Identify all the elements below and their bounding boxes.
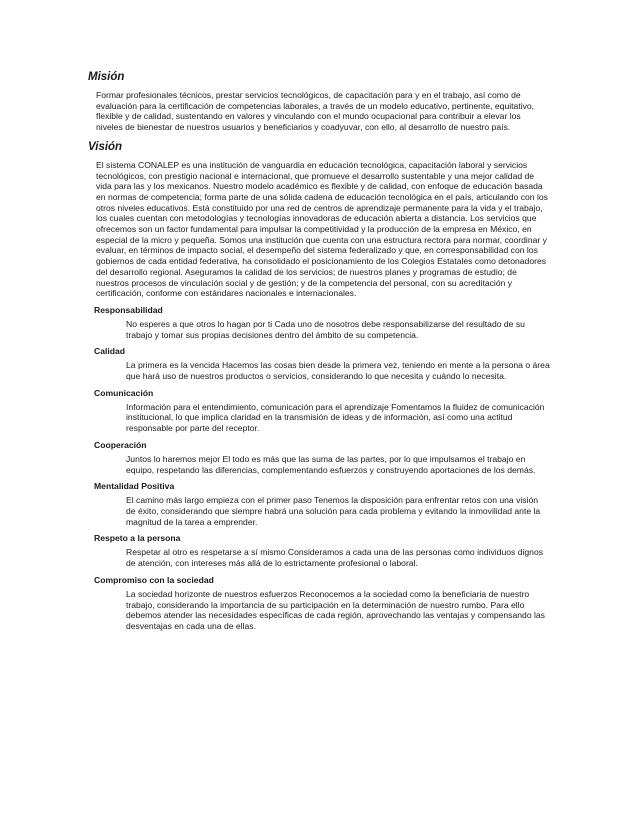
value-description: Juntos lo haremos mejor El todo es más que las suma de las partes, por lo que impulsamos el trabajo en equipo, respetando las diferencias, complementando esfuerzos y construyendo aportaciones de los demás.: [126, 453, 536, 475]
value-item-compromiso: [88, 575, 550, 632]
vision-section: [88, 140, 550, 299]
value-description: Respetar al otro es respetarse a sí mismo Consideramos a cada una de las personas como individuos dignos de atención, con intereses más allá de lo estrictamente profesional o laboral.: [126, 547, 544, 569]
value-item-responsabilidad: [88, 305, 550, 340]
value-description: Información para el entendimiento, comunicación para el aprendizaje Fomentamos la fluidez de comunicación institucional, lo que implica claridad en la transmisión de ideas y de información, así como una actitud responsable por parte del receptor.: [126, 401, 545, 434]
value-title: Calidad: [94, 346, 126, 357]
vision-heading: Visión: [88, 140, 123, 153]
value-description: La primera es la vencida Hacemos las cosas bien desde la primera vez, teniendo en mente a la persona o área que hará uso de nuestros productos o servicios, considerando lo que necesita y cuándo lo necesita.: [126, 360, 550, 382]
value-item-respeto: [88, 533, 550, 568]
value-description: La sociedad horizonte de nuestros esfuerzos Reconocemos a la sociedad como la beneficiaria de nuestro trabajo, considerando la importancia de su participación en la determinación de nuestro rumbo. Para ello debemos atender las necesidades específicas de cada región, aprovechando las ventajas y compensando las desventajas en cada una de ellas.: [126, 588, 545, 631]
mision-text: Formar profesionales técnicos, prestar servicios tecnológicos, de capacitación para y en el trabajo, así como de evaluación para la certificación de competencias laborales, a través de un modelo educativo, pertinente, equitativo, flexible y de calidad, sustentando en valores y vinculando con el mundo ocupacional para contribuir a elevar los niveles de bienestar de nuestros usuarios y beneficiarios y coadyuvar, con ello, al desarrollo de nuestro país.: [96, 90, 535, 133]
value-title: Compromiso con la sociedad: [94, 574, 214, 585]
value-title: Responsabilidad: [94, 304, 163, 315]
value-description: No esperes a que otros lo hagan por ti Cada uno de nosotros debe responsabilizarse del resultado de su trabajo y tomar sus propias decisiones dentro del ámbito de su competencia.: [126, 318, 525, 340]
mision-section: [88, 70, 550, 133]
mision-heading: Misión: [88, 71, 125, 83]
value-item-mentalidad-positiva: [88, 481, 550, 527]
value-title: Respeto a la persona: [94, 533, 181, 544]
value-title: Cooperación: [94, 439, 147, 450]
value-item-comunicacion: [88, 388, 550, 434]
value-description: El camino más largo empieza con el primer paso Tenemos la disposición para enfrentar retos con una visión de éxito, considerando que siempre habrá una solución para cada problema y evitando la inmovilidad ante la magnitud de la tarea a emprender.: [126, 495, 541, 527]
value-item-calidad: [88, 346, 550, 381]
value-item-cooperacion: [88, 440, 550, 475]
value-title: Comunicación: [94, 387, 154, 398]
vision-text: El sistema CONALEP es una institución de vanguardia en educación tecnológica, capacitación laboral y servicios tecnológicos, con prestigio nacional e internacional, que promueve el desarrollo sustentable y una mejor calidad de vida para las y los mexicanos. Nuestro modelo académico es flexible y de calidad, con enfoque de educación basada en normas de competencia; forma parte de una sólida cadena de educación tecnológica en el país, articulando con los otros niveles educativos. Está constituido por una red de centros de aprendizaje permanente para la vida y el trabajo, los cuales cuentan con metodologías y tecnologías innovadoras de educación abierta a distancia. Los servicios que ofrecemos son un factor fundamental para impulsar la competitividad y la producción de la empresa en México, en especial de la micro y pequeña. Somos una institución que cuenta con una estructura rectora para normar, coordinar y evaluar, en términos de impacto social, el desempeño del sistema federalizado y que, en corresponsabilidad con los gobiernos de cada entidad federativa, ha consolidado el posicionamiento de los Colegios Estatales como detonadores del desarrollo regional. Aseguramos la calidad de los servicios; de nuestros planes y programas de estudio; de nuestros procesos de vinculación social y de gestión; y de la competencia del personal, con su acreditación y certificación, conforme con estándares nacionales e internacionales.: [96, 159, 548, 299]
values-list: [88, 305, 550, 632]
value-title: Mentalidad Positiva: [94, 481, 175, 492]
